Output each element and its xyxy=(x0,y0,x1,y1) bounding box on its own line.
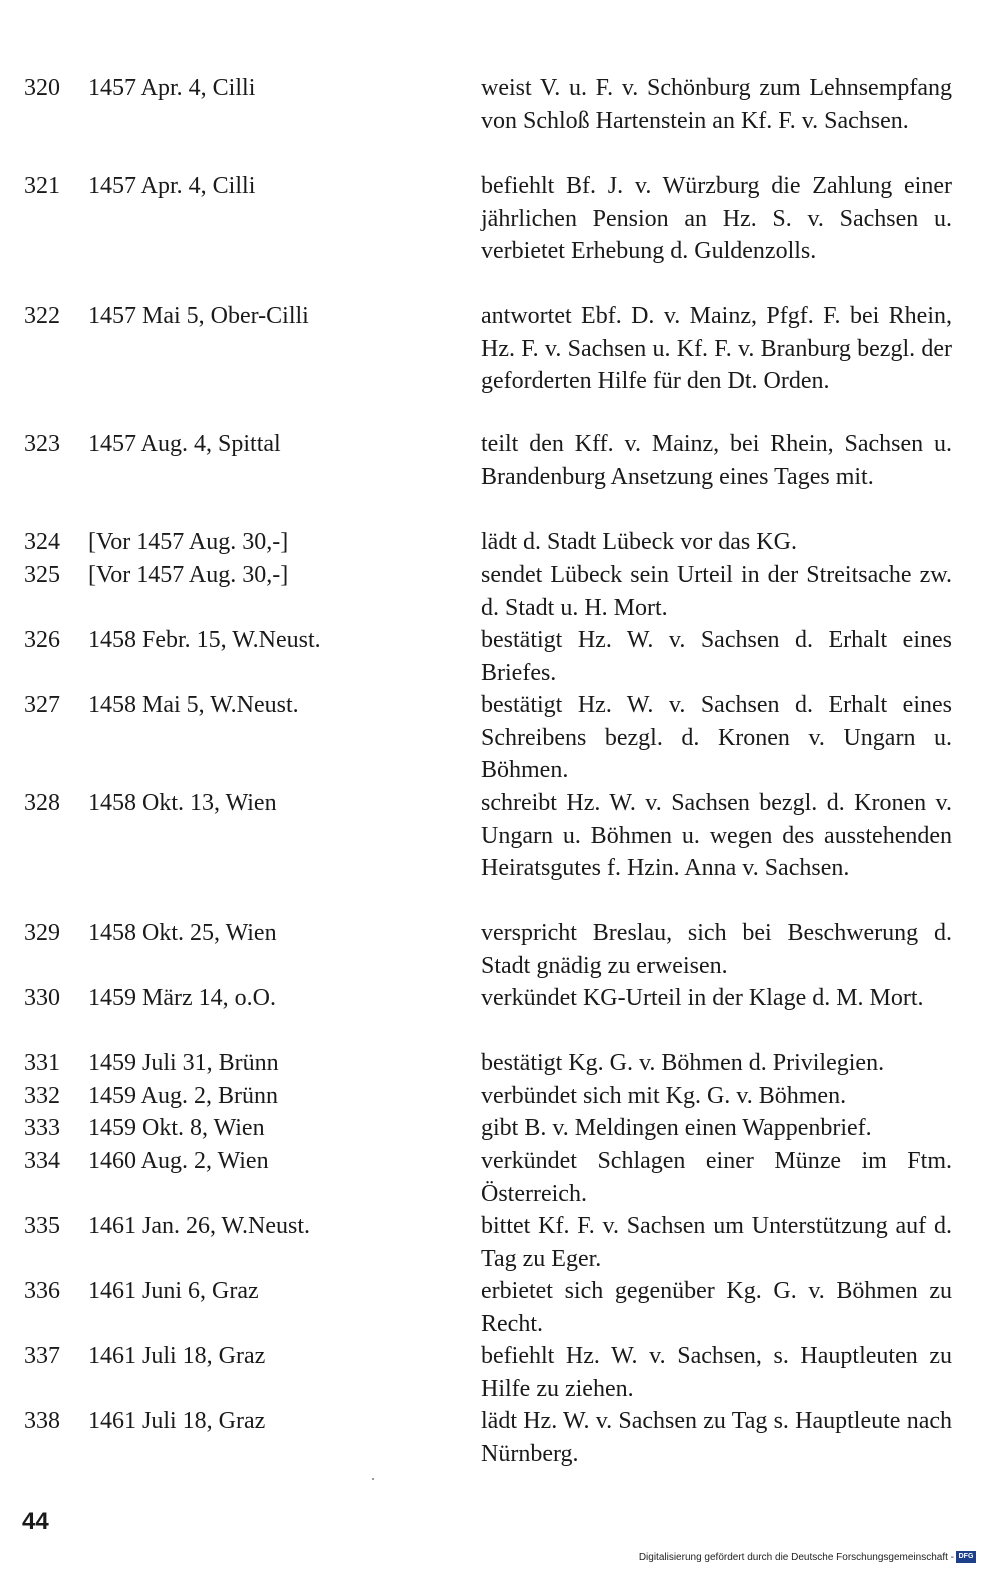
entry-text: erbietet sich gegenüber Kg. G. v. Böhmen zu Recht. xyxy=(481,1278,952,1337)
entry-text: bestätigt Kg. G. v. Böhmen d. Privilegien. xyxy=(481,1050,885,1076)
entry-number: 329 xyxy=(24,920,60,946)
entry-number: 327 xyxy=(24,692,60,718)
entry-text: lädt d. Stadt Lübeck vor das KG. xyxy=(481,529,797,555)
digitization-footer: Digitalisierung gefördert durch die Deutsche Forschungsgemeinschaft - xyxy=(638,1552,954,1563)
entry-number: 335 xyxy=(24,1213,60,1239)
entry-number: 338 xyxy=(24,1408,60,1434)
entry-date: [Vor 1457 Aug. 30,-] xyxy=(88,529,289,555)
entry-text: teilt den Kff. v. Mainz, bei Rhein, Sachsen u. Brandenburg Ansetzung eines Tages mit. xyxy=(481,431,952,490)
entry-number: 324 xyxy=(24,529,60,555)
entry-number: 325 xyxy=(24,562,60,588)
entry-date: 1460 Aug. 2, Wien xyxy=(88,1148,269,1174)
entry-text: sendet Lübeck sein Urteil in der Streitsache zw. d. Stadt u. H. Mort. xyxy=(481,562,952,621)
entry-date: 1458 Okt. 25, Wien xyxy=(88,920,277,946)
entry-number: 332 xyxy=(24,1083,60,1109)
entry-date: 1459 Aug. 2, Brünn xyxy=(88,1083,279,1109)
entry-date: 1458 Mai 5, W.Neust. xyxy=(88,692,299,718)
dfg-logo: DFG xyxy=(956,1551,976,1563)
entry-text: verbündet sich mit Kg. G. v. Böhmen. xyxy=(481,1083,847,1109)
entry-date: 1461 Juni 6, Graz xyxy=(88,1278,259,1304)
entry-number: 320 xyxy=(24,75,60,101)
entry-date: 1459 März 14, o.O. xyxy=(88,985,276,1011)
entry-text: verkündet KG-Urteil in der Klage d. M. Mort. xyxy=(481,985,924,1011)
entry-text: antwortet Ebf. D. v. Mainz, Pfgf. F. bei Rhein, Hz. F. v. Sachsen u. Kf. F. v. Branburg bezgl. der geforderten Hilfe für den Dt. Orden. xyxy=(481,303,952,394)
entry-date: 1457 Mai 5, Ober-Cilli xyxy=(88,303,309,329)
entry-text: bittet Kf. F. v. Sachsen um Unterstützung auf d. Tag zu Eger. xyxy=(481,1213,952,1272)
entry-date: 1458 Okt. 13, Wien xyxy=(88,790,277,816)
entry-date: 1458 Febr. 15, W.Neust. xyxy=(88,627,321,653)
entry-date: 1459 Okt. 8, Wien xyxy=(88,1115,265,1141)
entry-text: verkündet Schlagen einer Münze im Ftm. Österreich. xyxy=(481,1148,952,1207)
entry-number: 336 xyxy=(24,1278,60,1304)
entry-number: 321 xyxy=(24,173,60,199)
entry-number: 328 xyxy=(24,790,60,816)
entry-number: 323 xyxy=(24,431,60,457)
entry-text: bestätigt Hz. W. v. Sachsen d. Erhalt eines Briefes. xyxy=(481,627,952,686)
entry-number: 334 xyxy=(24,1148,60,1174)
entry-date: 1457 Aug. 4, Spittal xyxy=(88,431,281,457)
entry-number: 333 xyxy=(24,1115,60,1141)
entry-number: 331 xyxy=(24,1050,60,1076)
page-number: 44 xyxy=(22,1508,49,1535)
entry-text: verspricht Breslau, sich bei Beschwerung d. Stadt gnädig zu erweisen. xyxy=(481,920,952,979)
entry-date: 1461 Juli 18, Graz xyxy=(88,1343,266,1369)
entry-date: 1461 Juli 18, Graz xyxy=(88,1408,266,1434)
entry-date: 1457 Apr. 4, Cilli xyxy=(88,173,256,199)
entry-text: schreibt Hz. W. v. Sachsen bezgl. d. Kronen v. Ungarn u. Böhmen u. wegen des ausstehenden Heiratsgutes f. Hzin. Anna v. Sachsen. xyxy=(481,790,952,881)
entry-text: befiehlt Bf. J. v. Würzburg die Zahlung einer jährlichen Pension an Hz. S. v. Sachsen u. verbietet Erhebung d. Guldenzolls. xyxy=(481,173,952,264)
entry-date: [Vor 1457 Aug. 30,-] xyxy=(88,562,289,588)
entry-text: bestätigt Hz. W. v. Sachsen d. Erhalt eines Schreibens bezgl. d. Kronen v. Ungarn u. Böhmen. xyxy=(481,692,952,783)
entry-number: 326 xyxy=(24,627,60,653)
entry-text: weist V. u. F. v. Schönburg zum Lehnsempfang von Schloß Hartenstein an Kf. F. v. Sachsen. xyxy=(481,75,952,134)
entry-text: lädt Hz. W. v. Sachsen zu Tag s. Hauptleute nach Nürnberg. xyxy=(481,1408,952,1467)
scan-speck xyxy=(372,1478,374,1480)
entry-number: 330 xyxy=(24,985,60,1011)
entry-number: 322 xyxy=(24,303,60,329)
entry-number: 337 xyxy=(24,1343,60,1369)
entry-date: 1461 Jan. 26, W.Neust. xyxy=(88,1213,310,1239)
entry-text: befiehlt Hz. W. v. Sachsen, s. Hauptleuten zu Hilfe zu ziehen. xyxy=(481,1343,952,1402)
entry-date: 1457 Apr. 4, Cilli xyxy=(88,75,256,101)
entry-date: 1459 Juli 31, Brünn xyxy=(88,1050,279,1076)
entry-text: gibt B. v. Meldingen einen Wappenbrief. xyxy=(481,1115,872,1141)
